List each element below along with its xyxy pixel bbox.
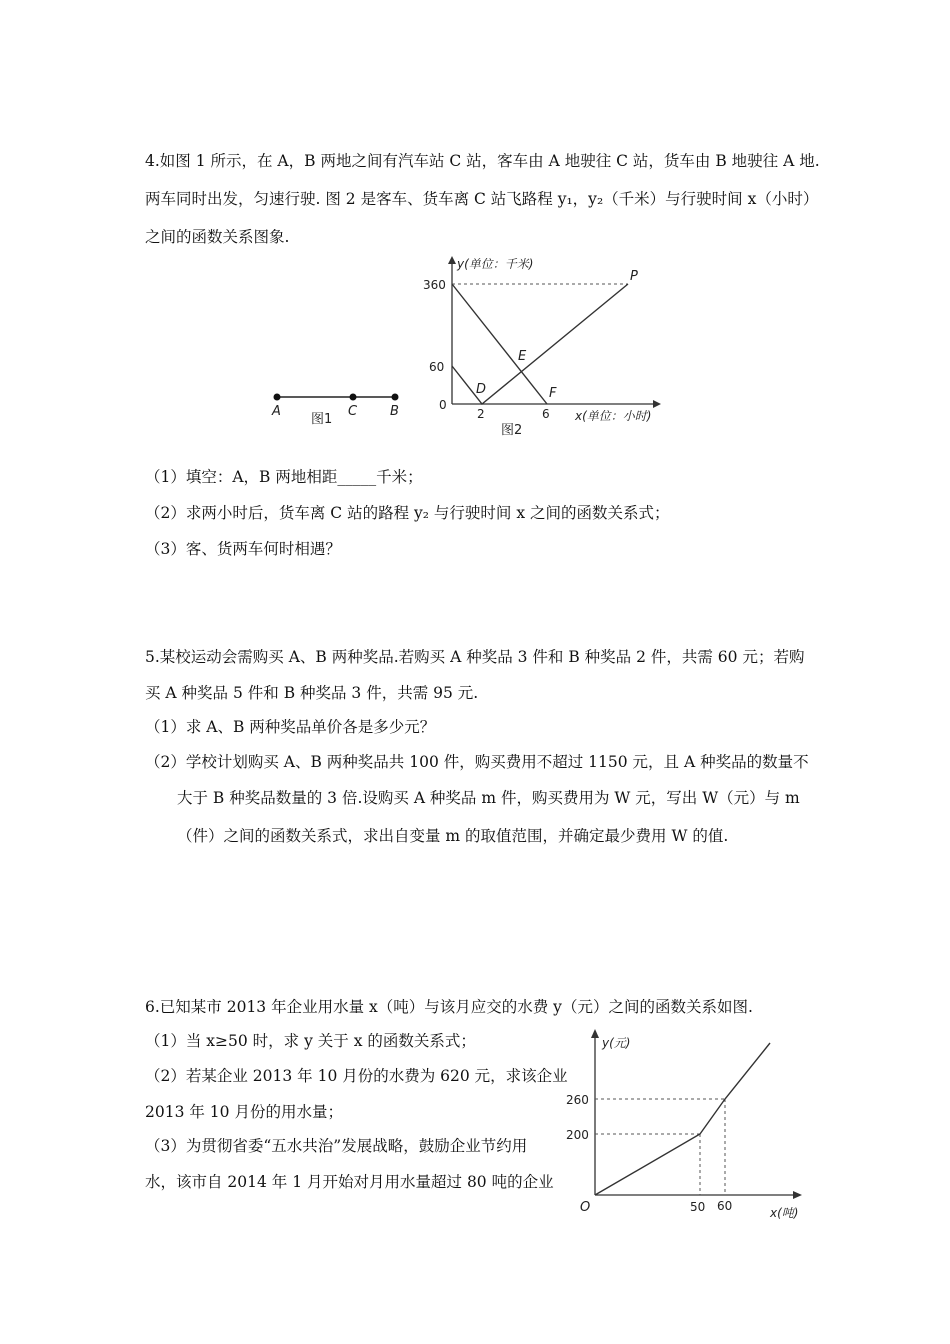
figure-1	[265, 385, 405, 430]
y-axis-label: y(元)	[602, 1036, 631, 1050]
q4-line-1: 4.如图 1 所示，在 A，B 两地之间有汽车站 C 站，客车由 A 地驶往 C 站，货车由 B 地驶往 A 地.	[145, 152, 820, 170]
tick-260: 260	[566, 1093, 589, 1107]
line-y1	[452, 284, 547, 404]
point-a	[274, 394, 281, 401]
water-fee-figure	[560, 1025, 820, 1225]
figure-2-caption: 图2	[501, 423, 523, 438]
q6-line-1: 6.已知某市 2013 年企业用水量 x（吨）与该月应交的水费 y（元）之间的函数关系如图.	[145, 998, 753, 1016]
x-axis-arrow	[793, 1191, 802, 1199]
origin-label: O	[580, 1200, 591, 1215]
q5-sub-2-line-2: 大于 B 种奖品数量的 3 倍.设购买 A 种奖品 m 件，购买费用为 W 元，写出 W（元）与 m	[177, 789, 800, 807]
q5-line-1: 5.某校运动会需购买 A、B 两种奖品.若购买 A 种奖品 3 件和 B 种奖品 2 件，共需 60 元；若购	[145, 648, 805, 666]
tick-2: 2	[477, 407, 485, 421]
y-axis-arrow	[448, 256, 456, 264]
q6-sub-1: （1）当 x≥50 时，求 y 关于 x 的函数关系式；	[145, 1032, 476, 1050]
tick-0: 0	[439, 398, 447, 412]
point-e: E	[518, 349, 527, 364]
q6-sub-3-line-2: 水，该市自 2014 年 1 月开始对月用水量超过 80 吨的企业	[145, 1173, 554, 1191]
q4-sub-2: （2）求两小时后，货车离 C 站的路程 y₂ 与行驶时间 x 之间的函数关系式；	[145, 504, 670, 522]
q4-sub-3: （3）客、货两车何时相遇？	[145, 540, 341, 558]
point-b	[392, 394, 399, 401]
fee-line	[595, 1043, 770, 1195]
q4-sub-1: （1）填空：A，B 两地相距_____千米；	[145, 468, 423, 486]
q5-sub-2-line-1: （2）学校计划购买 A、B 两种奖品共 100 件，购买费用不超过 1150 元，且 A 种奖品的数量不	[145, 753, 809, 771]
q4-line-3: 之间的函数关系图象.	[145, 228, 290, 246]
label-c: C	[348, 404, 358, 419]
tick-200: 200	[566, 1128, 589, 1142]
point-f: F	[549, 386, 557, 401]
tick-60: 60	[429, 360, 445, 374]
y-axis-label: y(单位：千米)	[457, 257, 534, 271]
q5-sub-2-line-3: （件）之间的函数关系式，求出自变量 m 的取值范围，并确定最少费用 W 的值.	[177, 827, 729, 845]
x-axis-arrow	[653, 400, 661, 408]
q6-sub-2-line-2: 2013 年 10 月份的用水量；	[145, 1103, 343, 1121]
label-b: B	[390, 404, 399, 419]
q6-sub-2-line-1: （2）若某企业 2013 年 10 月份的水费为 620 元，求该企业	[145, 1067, 568, 1085]
point-c	[350, 394, 357, 401]
q6-sub-3-line-1: （3）为贯彻省委“五水共治”发展战略，鼓励企业节约用	[145, 1137, 528, 1155]
label-a: A	[272, 404, 281, 419]
figure-2	[415, 252, 695, 442]
tick-6: 6	[542, 407, 550, 421]
q5-sub-1: （1）求 A、B 两种奖品单价各是多少元？	[145, 718, 436, 736]
x-axis-label: x(吨)	[770, 1206, 799, 1220]
q4-line-2: 两车同时出发，匀速行驶. 图 2 是客车、货车离 C 站飞路程 y₁，y₂（千米）与行驶时间 x（小时）	[145, 190, 819, 208]
x-axis-label: x(单位：小时)	[575, 409, 652, 423]
point-d: D	[476, 382, 487, 397]
q5-line-2: 买 A 种奖品 5 件和 B 种奖品 3 件，共需 95 元.	[145, 684, 479, 702]
tick-50: 50	[690, 1200, 706, 1214]
tick-360: 360	[423, 278, 446, 292]
figure-1-caption: 图1	[311, 412, 333, 427]
point-p: P	[630, 269, 638, 284]
y-axis-arrow	[591, 1029, 599, 1038]
tick-60: 60	[717, 1199, 733, 1213]
